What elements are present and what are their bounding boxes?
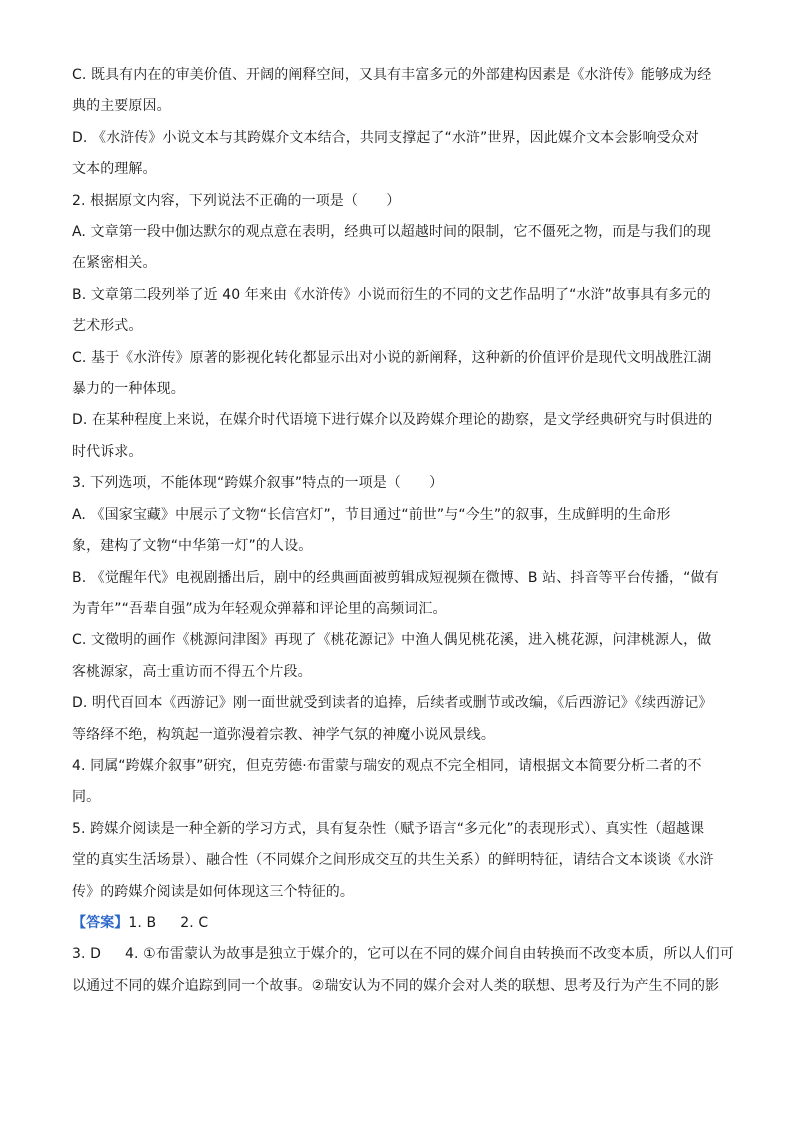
text-line: 在紧密相关。: [72, 255, 157, 272]
text-line: 艺术形式。: [72, 318, 143, 335]
text-line: C. 既具有内在的审美价值、开阔的阐释空间，又具有丰富多元的外部建构因素是《水浒传》能够成为经: [72, 67, 712, 83]
text-line: B. 《觉醒年代》电视剧播出后，剧中的经典画面被剪辑成短视频在微博、B 站、抖音等平台传播，“做有: [72, 569, 719, 586]
answer-line: [72, 908, 724, 939]
text-line: C. 基于《水浒传》原著的影视化转化都显示出对小说的新阐释，这种新的价值评价是现代文明战胜江湖: [72, 349, 712, 366]
question-2-stem: 2. 根据原文内容，下列说法不正确的一项是（ ）: [72, 192, 401, 209]
text-line: C. 文徵明的画作《桃源问津图》再现了《桃花源记》中渔人偶见桃花溪，进入桃花源，问津桃源人，做: [72, 632, 712, 649]
text-line: 暴力的一种体现。: [72, 381, 185, 398]
text-line: 等络绎不绝，构筑起一道弥漫着宗教、神学气氛的神魔小说风景线。: [72, 726, 495, 743]
answer-text-line: [72, 971, 724, 1002]
text-line: A. 文章第一段中伽达默尔的观点意在表明，经典可以超越时间的限制，它不僵死之物，而是与我们的现: [72, 224, 711, 241]
text-line: 典的主要原因。: [72, 98, 171, 115]
answer-4-text: 4. ①布雷蒙认为故事是独立于媒介的，它可以在不同的媒介间自由转换而不改变本质，所以人们可: [125, 946, 734, 963]
text-line: B. 文章第二段列举了近 40 年来由《水浒传》小说而衍生的不同的文艺作品明了“水浒”故事具有多元的: [72, 286, 711, 303]
text-line: D. 明代百回本《西游记》刚一面世就受到读者的追捧，后续者或删节或改编，《后西游记》《续西游记》: [72, 695, 713, 712]
document-page: [72, 60, 734, 1002]
answer-4-text-cont: 以通过不同的媒介追踪到同一个故事。②瑞安认为不同的媒介会对人类的联想、思考及行为产生不同的影: [72, 977, 720, 994]
text-line: A. 《国家宝藏》中展示了文物“长信宫灯”，节目通过“前世”与“今生”的叙事，生成鲜明的生命形: [72, 506, 671, 523]
text-line: D. 《水浒传》小说文本与其跨媒介文本结合，共同支撑起了“水浒”世界，因此媒介文本会影响受众对: [72, 129, 699, 146]
question-5-stem: 5. 跨媒介阅读是一种全新的学习方式，具有复杂性（赋予语言“多元化”的表现形式）、真实性（超越课: [72, 820, 705, 837]
question-3-stem: 3. 下列选项，不能体现“跨媒介叙事”特点的一项是（ ）: [72, 475, 444, 492]
answer-tag: 【答案】: [72, 914, 129, 931]
text-line: 客桃源家，高士重访而不得五个片段。: [72, 663, 312, 680]
text-line: 文本的理解。: [72, 161, 157, 178]
question-4-stem: 4. 同属“跨媒介叙事”研究，但克劳德·布雷蒙与瑞安的观点不完全相同，请根据文本简要分析二者的不: [72, 757, 702, 774]
text-line: 时代诉求。: [72, 443, 143, 460]
text-line: 同。: [72, 789, 101, 806]
text-line: 象，建构了文物“中华第一灯”的人设。: [72, 538, 313, 555]
answer-text-line: [72, 939, 734, 970]
text-line: 为青年”“吾辈自强”成为年轻观众弹幕和评论里的高频词汇。: [72, 600, 447, 617]
text-line: 传》的跨媒介阅读是如何体现这三个特征的。: [72, 883, 354, 900]
answer-3: 3. D: [72, 946, 101, 963]
text-line: 堂的真实生活场景）、融合性（不同媒介之间形成交互的共生关系）的鲜明特征，请结合文本谈谈《水浒: [72, 852, 714, 869]
text-line: D. 在某种程度上来说，在媒介时代语境下进行媒介以及跨媒介理论的勘察，是文学经典研究与时俱进的: [72, 412, 713, 429]
answer-2: 2. C: [180, 914, 209, 931]
answer-1: 1. B: [128, 914, 157, 931]
